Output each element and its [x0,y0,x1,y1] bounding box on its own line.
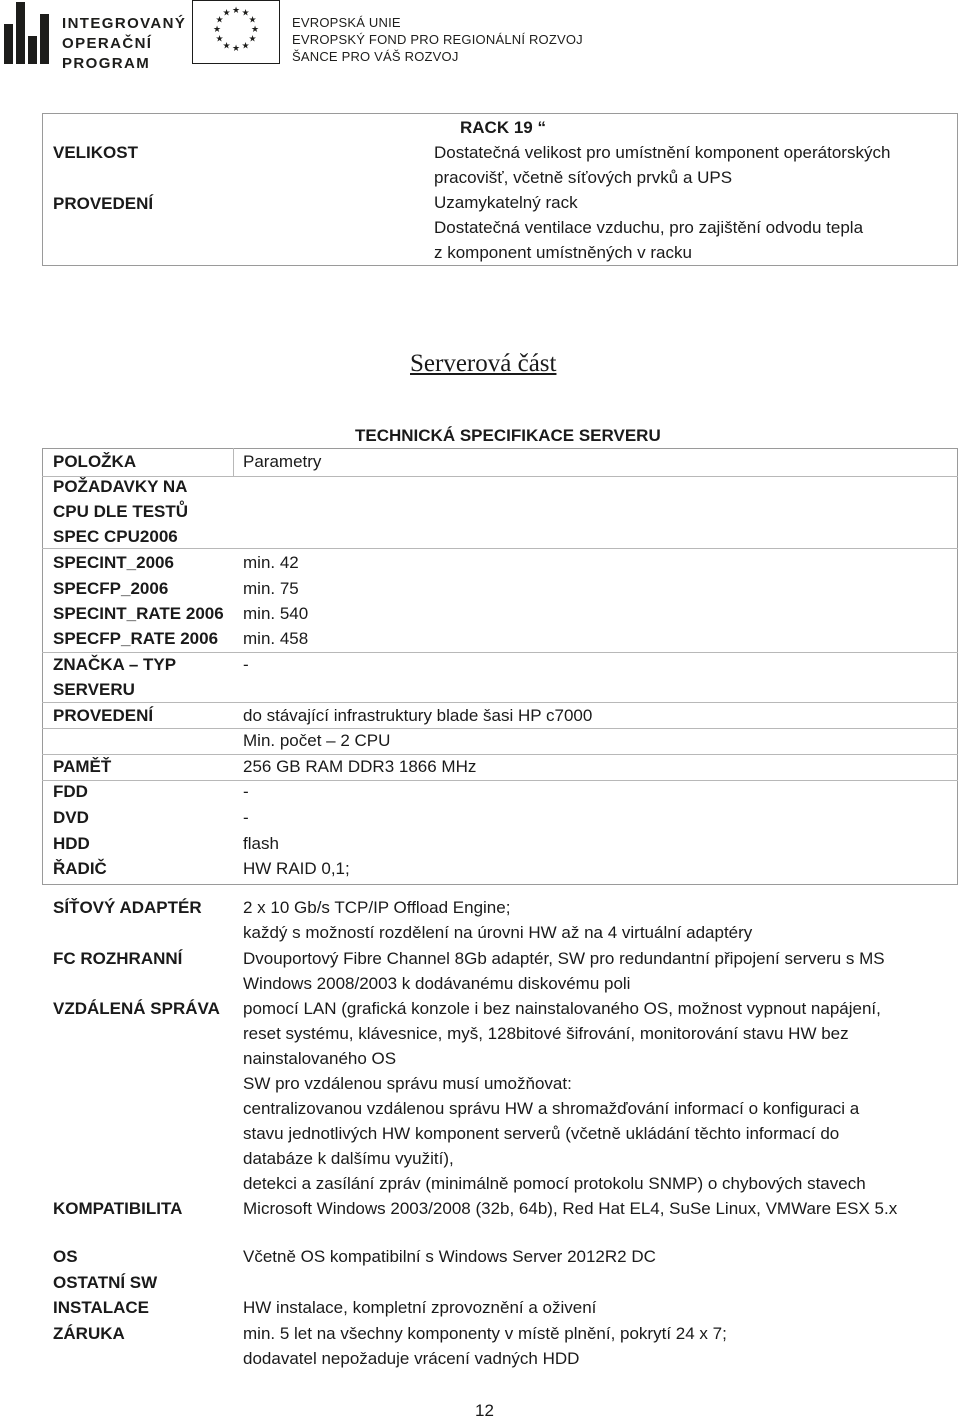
row-value: do stávající infrastruktury blade šasi HP c7000 [243,706,593,725]
eu-flag-icon [192,0,280,64]
row-value: databáze k dalšímu využití), [243,1149,454,1168]
svg-text:★: ★ [250,25,260,35]
rack-line: Dostatečná velikost pro umístnění komponent operátorských [434,143,891,162]
rack-label-size: VELIKOST [53,143,139,162]
svg-text:★: ★ [241,8,250,19]
row-value: min. 42 [243,553,299,572]
row-label: ZNAČKA – TYP [53,655,177,674]
row-value: reset systému, klávesnice, myš, 128bitové šifrování, monitorování stavu HW bez [243,1024,849,1043]
row-label: KOMPATIBILITA [53,1199,183,1218]
row-label: PROVEDENÍ [53,706,154,725]
row-value: min. 75 [243,579,299,598]
row-label: SPECFP_RATE 2006 [53,629,219,648]
row-value: Dvouportový Fibre Channel 8Gb adaptér, SW pro redundantní připojení serveru s MS [243,949,885,968]
eu-logo-line: EVROPSKÁ UNIE [292,15,401,30]
iop-logo-line: OPERAČNÍ [62,35,153,52]
rack-line: Dostatečná ventilace vzduchu, pro zajištění odvodu tepla [434,218,864,237]
row-label: PAMĚŤ [53,757,112,776]
column-header-item: POLOŽKA [53,452,137,471]
row-label: SPEC CPU2006 [53,527,178,546]
row-label: INSTALACE [53,1298,150,1317]
svg-text:★: ★ [215,15,224,26]
row-value: HW RAID 0,1; [243,859,350,878]
row-value: 2 x 10 Gb/s TCP/IP Offload Engine; [243,898,511,917]
row-value: dodavatel nepožaduje vrácení vadných HDD [243,1349,580,1368]
row-label: ŘADIČ [53,859,107,878]
svg-text:★: ★ [231,6,241,16]
page-number: 12 [475,1401,494,1420]
svg-text:★: ★ [215,34,224,45]
row-value: SW pro vzdálenou správu musí umožňovat: [243,1074,572,1093]
row-value: - [243,655,249,674]
row-value: min. 5 let na všechny komponenty v místě plnění, pokrytí 24 x 7; [243,1324,727,1343]
rack-line: pracovišť, včetně síťových prvků a UPS [434,168,733,187]
row-label: FDD [53,782,88,801]
row-value: min. 458 [243,629,309,648]
row-label: SPECINT_2006 [53,553,174,572]
rack-title: RACK 19 “ [460,118,546,137]
row-value: stavu jednotlivých HW komponent serverů (včetně ukládání těchto informací do [243,1124,840,1143]
row-value: centralizovanou vzdálenou správu HW a shromažďování informací o konfiguraci a [243,1099,860,1118]
row-label: ZÁRUKA [53,1324,125,1343]
iop-logo-line: PROGRAM [62,55,151,72]
section-title: Serverová část [410,350,557,377]
eu-logo [192,0,592,66]
iop-logo-line: INTEGROVANÝ [62,15,187,32]
svg-text:★: ★ [231,44,241,54]
eu-logo-line: EVROPSKÝ FOND PRO REGIONÁLNÍ ROZVOJ [292,32,583,47]
row-label: VZDÁLENÁ SPRÁVA [53,999,220,1018]
row-label: DVD [53,808,89,827]
row-value: Microsoft Windows 2003/2008 (32b, 64b), Red Hat EL4, SuSe Linux, VMWare ESX 5.x [243,1199,898,1218]
row-label: OS [53,1247,78,1266]
row-label: FC ROZHRANNÍ [53,949,183,968]
row-label: POŽADAVKY NA [53,477,188,496]
iop-logo-icon [4,2,56,64]
row-value: detekci a zasílání zpráv (minimálně pomocí protokolu SNMP) o chybových stavech [243,1174,866,1193]
row-label: HDD [53,834,90,853]
row-value: každý s možností rozdělení na úrovni HW až na 4 virtuální adaptéry [243,923,753,942]
row-label: SERVERU [53,680,135,699]
row-label: SPECFP_2006 [53,579,169,598]
eu-logo-line: ŠANCE PRO VÁŠ ROZVOJ [292,49,459,64]
iop-logo [4,2,187,72]
row-value: - [243,782,249,801]
row-value: Včetně OS kompatibilní s Windows Server 2012R2 DC [243,1247,656,1266]
row-label: CPU DLE TESTŮ [53,502,189,521]
svg-text:★: ★ [241,41,250,52]
rack-label-design: PROVEDENÍ [53,194,154,213]
rack-line: z komponent umístněných v racku [434,243,692,262]
spec-heading: TECHNICKÁ SPECIFIKACE SERVERU [355,426,661,445]
row-label: OSTATNÍ SW [53,1273,158,1292]
row-value: 256 GB RAM DDR3 1866 MHz [243,757,477,776]
row-label: SPECINT_RATE 2006 [53,604,224,623]
svg-text:★: ★ [248,34,257,45]
svg-text:★: ★ [222,8,231,19]
row-label: SÍŤOVÝ ADAPTÉR [53,898,202,917]
row-value: pomocí LAN (grafická konzole i bez nainstalovaného OS, možnost vypnout napájení, [243,999,881,1018]
row-value: nainstalovaného OS [243,1049,397,1068]
row-value: Windows 2008/2003 k dodávanému diskovému poli [243,974,631,993]
row-value: Min. počet – 2 CPU [243,731,391,750]
column-header-params: Parametry [243,452,322,471]
rack-line: Uzamykatelný rack [434,193,578,212]
svg-text:★: ★ [248,15,257,26]
svg-text:★: ★ [222,41,231,52]
row-value: flash [243,834,279,853]
row-value: HW instalace, kompletní zprovoznění a oživení [243,1298,597,1317]
page-header [0,0,960,70]
row-value: min. 540 [243,604,309,623]
row-value: - [243,808,249,827]
svg-text:★: ★ [212,25,222,35]
